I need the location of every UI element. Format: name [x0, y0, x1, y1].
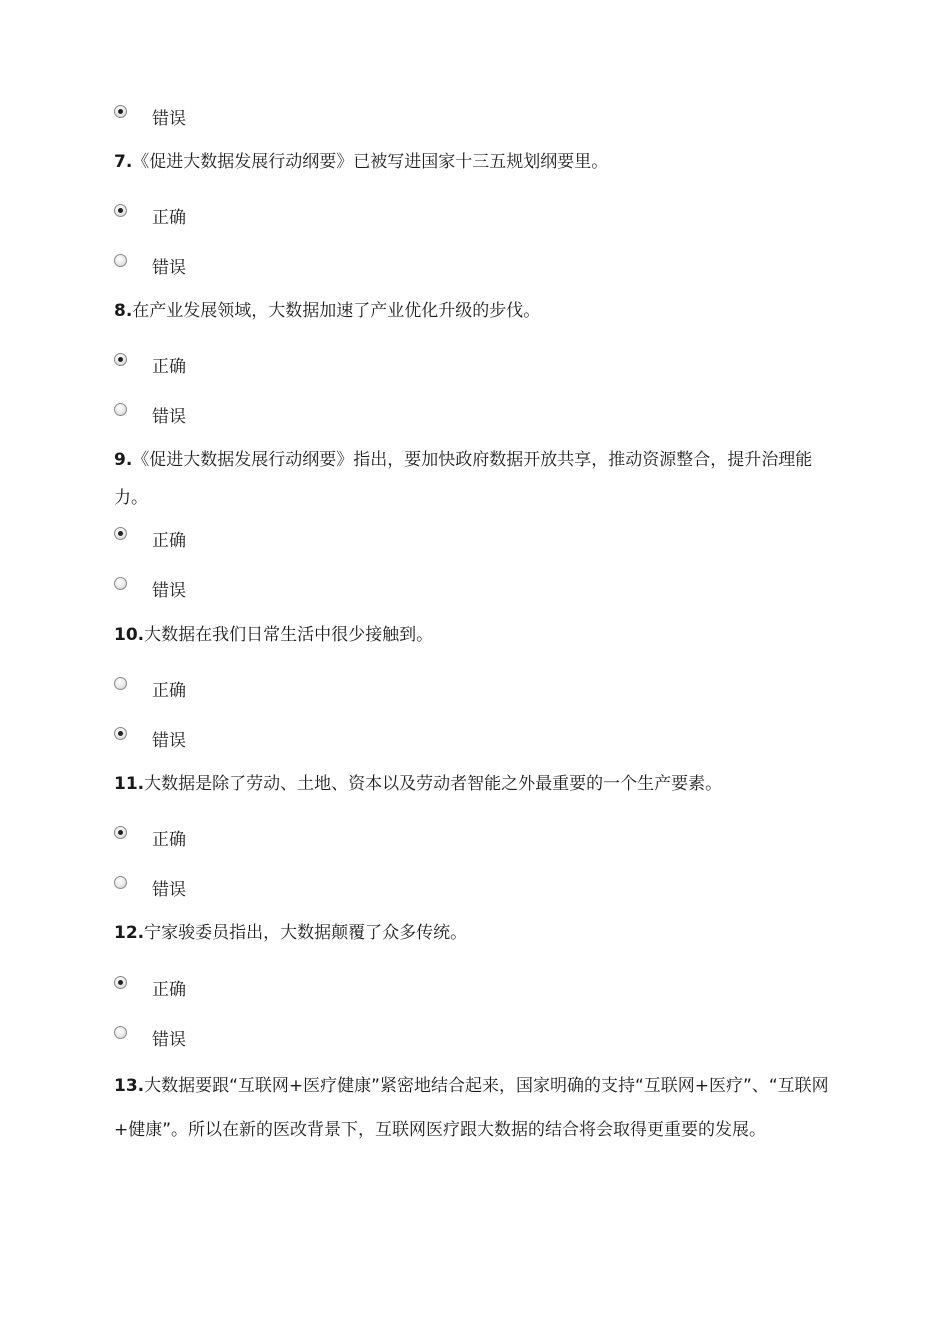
- question-8: [114, 292, 844, 330]
- radio-checked-icon[interactable]: [114, 353, 127, 366]
- question-10: [114, 616, 844, 654]
- question-text: 《促进大数据发展行动纲要》已被写进国家十三五规划纲要里。: [132, 152, 609, 172]
- q9-option-correct[interactable]: [114, 525, 186, 551]
- q7-option-correct[interactable]: [114, 202, 186, 228]
- question-12: [114, 914, 844, 952]
- radio-checked-icon[interactable]: [114, 727, 127, 740]
- question-number: 10.: [114, 625, 145, 645]
- option-label: 正确: [152, 530, 186, 551]
- q8-option-wrong[interactable]: [114, 401, 186, 427]
- option-label: 错误: [152, 108, 186, 129]
- question-13: [114, 1064, 844, 1152]
- q9-option-wrong[interactable]: [114, 575, 186, 601]
- radio-unchecked-icon[interactable]: [114, 403, 127, 416]
- option-label: 正确: [152, 207, 186, 228]
- option-label: 错误: [152, 580, 186, 601]
- question-11: [114, 765, 844, 803]
- radio-checked-icon[interactable]: [114, 105, 127, 118]
- option-label: 错误: [152, 879, 186, 900]
- question-7: [114, 143, 844, 181]
- radio-checked-icon[interactable]: [114, 527, 127, 540]
- q7-option-wrong[interactable]: [114, 252, 186, 278]
- option-label: 错误: [152, 730, 186, 751]
- radio-unchecked-icon[interactable]: [114, 254, 127, 267]
- radio-unchecked-icon[interactable]: [114, 677, 127, 690]
- radio-unchecked-icon[interactable]: [114, 577, 127, 590]
- option-label: 错误: [152, 257, 186, 278]
- q11-option-correct[interactable]: [114, 824, 186, 850]
- q10-option-wrong[interactable]: [114, 725, 186, 751]
- q8-option-correct[interactable]: [114, 351, 186, 377]
- question-number: 12.: [114, 923, 145, 943]
- option-label: 正确: [152, 680, 186, 701]
- option-label: 正确: [152, 356, 186, 377]
- question-number: 13.: [114, 1076, 145, 1096]
- question-text: 宁家骏委员指出，大数据颠覆了众多传统。: [144, 923, 468, 943]
- option-label: 正确: [152, 829, 186, 850]
- q6-option-wrong[interactable]: [114, 103, 186, 129]
- question-text: 大数据在我们日常生活中很少接触到。: [144, 625, 434, 645]
- q12-option-wrong[interactable]: [114, 1024, 186, 1050]
- question-number: 11.: [114, 774, 145, 794]
- question-text: 《促进大数据发展行动纲要》指出，要加快政府数据开放共享，推动资源整合，提升治理能力。: [114, 450, 813, 508]
- q12-option-correct[interactable]: [114, 974, 186, 1000]
- radio-checked-icon[interactable]: [114, 826, 127, 839]
- question-text: 在产业发展领域，大数据加速了产业优化升级的步伐。: [132, 301, 541, 321]
- question-text: 大数据要跟“互联网+医疗健康”紧密地结合起来，国家明确的支持“互联网+医疗”、“互联网+健康”。所以在新的医改背景下，互联网医疗跟大数据的结合将会取得更重要的发展。: [114, 1076, 829, 1140]
- q11-option-wrong[interactable]: [114, 874, 186, 900]
- radio-checked-icon[interactable]: [114, 204, 127, 217]
- radio-unchecked-icon[interactable]: [114, 1026, 127, 1039]
- option-label: 正确: [152, 979, 186, 1000]
- q10-option-correct[interactable]: [114, 675, 186, 701]
- question-number: 8.: [114, 301, 133, 321]
- question-9: [114, 441, 844, 517]
- option-label: 错误: [152, 406, 186, 427]
- question-number: 7.: [114, 152, 133, 172]
- question-number: 9.: [114, 450, 133, 470]
- radio-checked-icon[interactable]: [114, 976, 127, 989]
- question-text: 大数据是除了劳动、土地、资本以及劳动者智能之外最重要的一个生产要素。: [144, 774, 723, 794]
- radio-unchecked-icon[interactable]: [114, 876, 127, 889]
- option-label: 错误: [152, 1029, 186, 1050]
